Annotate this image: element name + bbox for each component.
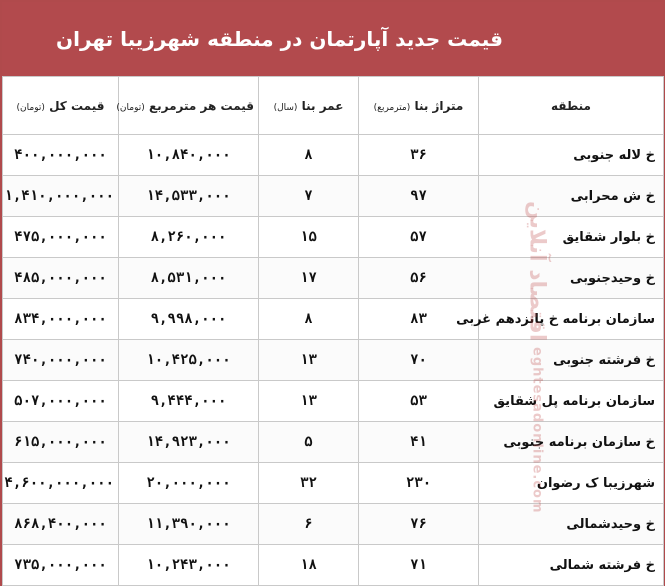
cell-area: خ وحیدجنوبی [479,258,664,299]
cell-area: سازمان برنامه پل شقایق [479,381,664,422]
cell-area: خ سازمان برنامه جنوبی [479,422,664,463]
cell-size: ۴۱ [359,422,479,463]
cell-age: ۶ [259,504,359,545]
table-row [3,299,664,340]
cell-total-price: ۸۶۸,۴۰۰,۰۰۰ [3,504,119,545]
cell-total-price: ۴۸۵,۰۰۰,۰۰۰ [3,258,119,299]
cell-price-per-meter: ۱۰,۲۴۳,۰۰۰ [119,545,259,586]
price-table [2,76,664,586]
watermark-text: اقتصاد آنلاین [524,200,550,341]
cell-total-price: ۶۱۵,۰۰۰,۰۰۰ [3,422,119,463]
cell-age: ۱۳ [259,381,359,422]
cell-price-per-meter: ۲۰,۰۰۰,۰۰۰ [119,463,259,504]
table-row [3,135,664,176]
cell-area: شهرزیبا ک رضوان [479,463,664,504]
cell-price-per-meter: ۱۰,۸۴۰,۰۰۰ [119,135,259,176]
cell-age: ۸ [259,299,359,340]
column-header-total-price: قیمت کل (تومان) [3,77,119,135]
column-header-area: منطقه [479,77,664,135]
table-row [3,258,664,299]
cell-total-price: ۵۰۷,۰۰۰,۰۰۰ [3,381,119,422]
cell-age: ۵ [259,422,359,463]
column-header-size: متراژ بنا (مترمربع) [359,77,479,135]
table-row [3,217,664,258]
cell-price-per-meter: ۱۰,۴۲۵,۰۰۰ [119,340,259,381]
table-row [3,422,664,463]
cell-size: ۷۰ [359,340,479,381]
cell-age: ۸ [259,135,359,176]
watermark-url: eghtesadonline.com [529,346,545,514]
cell-size: ۳۶ [359,135,479,176]
cell-age: ۳۲ [259,463,359,504]
cell-size: ۵۶ [359,258,479,299]
cell-size: ۲۳۰ [359,463,479,504]
table-header-bar [2,2,663,76]
cell-total-price: ۴۷۵,۰۰۰,۰۰۰ [3,217,119,258]
column-header-age: عمر بنا (سال) [259,77,359,135]
cell-price-per-meter: ۸,۲۶۰,۰۰۰ [119,217,259,258]
cell-age: ۷ [259,176,359,217]
cell-price-per-meter: ۹,۹۹۸,۰۰۰ [119,299,259,340]
cell-area: خ لاله جنوبی [479,135,664,176]
table-row [3,176,664,217]
cell-age: ۱۷ [259,258,359,299]
cell-total-price: ۴,۶۰۰,۰۰۰,۰۰۰ [3,463,119,504]
table-row [3,504,664,545]
cell-total-price: ۷۳۵,۰۰۰,۰۰۰ [3,545,119,586]
cell-total-price: ۴۰۰,۰۰۰,۰۰۰ [3,135,119,176]
cell-total-price: ۱,۴۱۰,۰۰۰,۰۰۰ [3,176,119,217]
cell-price-per-meter: ۱۴,۵۳۳,۰۰۰ [119,176,259,217]
column-header-price-per-meter: قیمت هر مترمربع (تومان) [119,77,259,135]
cell-price-per-meter: ۸,۵۳۱,۰۰۰ [119,258,259,299]
cell-area: سازمان برنامه خ پانزدهم غربی [479,299,664,340]
cell-price-per-meter: ۱۱,۳۹۰,۰۰۰ [119,504,259,545]
cell-area: خ فرشته شمالی [479,545,664,586]
table-title: قیمت جدید آپارتمان در منطقه شهرزیبا تهران [56,27,503,51]
cell-area: خ بلوار شقایق [479,217,664,258]
cell-age: ۱۳ [259,340,359,381]
table-row [3,545,664,586]
table-row [3,340,664,381]
cell-size: ۵۷ [359,217,479,258]
cell-price-per-meter: ۹,۴۴۴,۰۰۰ [119,381,259,422]
cell-area: خ وحیدشمالی [479,504,664,545]
header-row [3,77,664,135]
table-row [3,463,664,504]
table-row [3,381,664,422]
cell-total-price: ۸۳۴,۰۰۰,۰۰۰ [3,299,119,340]
cell-total-price: ۷۴۰,۰۰۰,۰۰۰ [3,340,119,381]
cell-size: ۷۱ [359,545,479,586]
cell-size: ۷۶ [359,504,479,545]
cell-area: خ ش محرابی [479,176,664,217]
cell-area: خ فرشته جنوبی [479,340,664,381]
cell-age: ۱۸ [259,545,359,586]
cell-age: ۱۵ [259,217,359,258]
cell-size: ۹۷ [359,176,479,217]
cell-price-per-meter: ۱۴,۹۲۳,۰۰۰ [119,422,259,463]
cell-size: ۵۳ [359,381,479,422]
cell-size: ۸۳ [359,299,479,340]
